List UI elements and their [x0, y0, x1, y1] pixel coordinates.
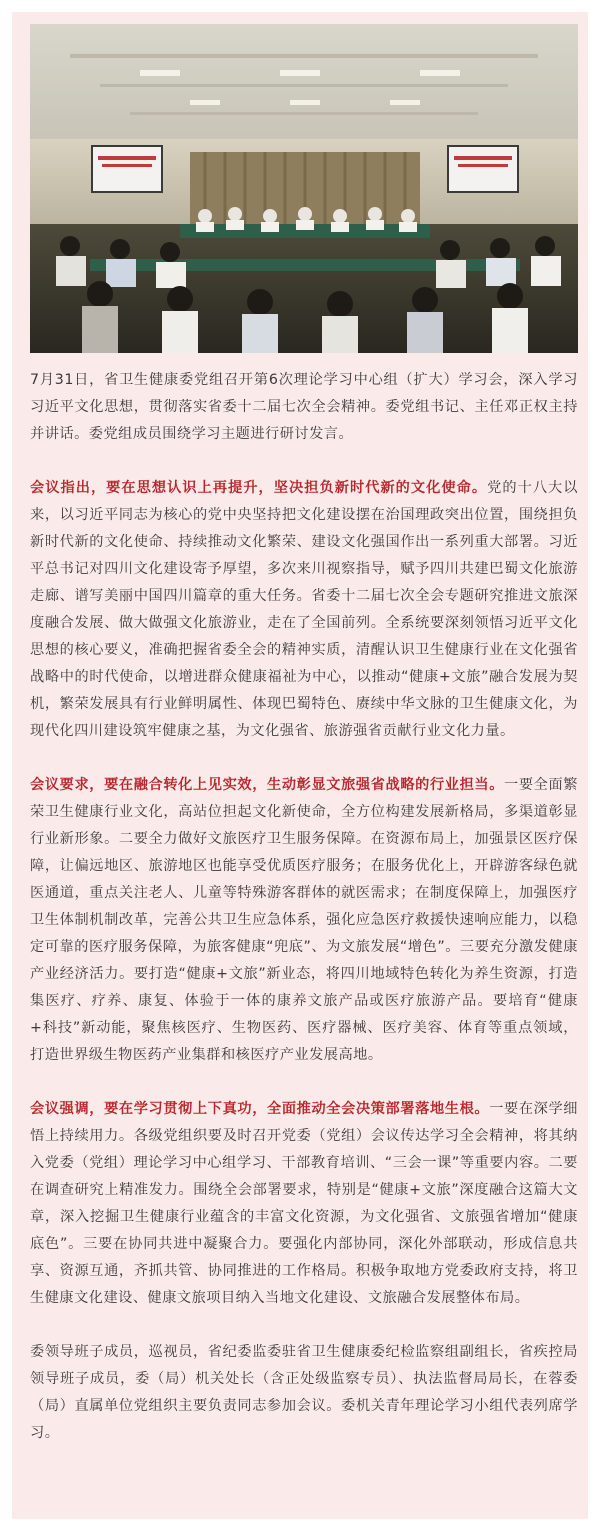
article-body: [30, 367, 578, 1447]
paragraph-lead: 会议指出，要在思想认识上再提升，坚决担负新时代新的文化使命。: [30, 480, 488, 496]
paragraph-point-3: [30, 1096, 578, 1312]
paragraph-text: 委领导班子成员，巡视员，省纪委监委驻省卫生健康委纪检监察组副组长，省疾控局领导班子成员，委（局）机关处长（含正处级监察专员）、执法监督局局长，在蓉委（局）直属单位党组织主要负责同志参加会议。委机关青年理论学习小组代表列席学习。: [30, 1344, 578, 1441]
paragraph-intro: [30, 367, 578, 448]
paragraph-point-2: [30, 772, 578, 1069]
paragraph-point-1: [30, 475, 578, 745]
paragraph-text: 一要在深学细悟上持续用力。各级党组织要及时召开党委（党组）会议传达学习全会精神，将其纳入党委（党组）理论学习中心组学习、干部教育培训、“三会一课”等重要内容。二要在调查研究上精准发力。围绕全会部署要求，特别是“健康+文旅”深度融合这篇大文章，深入挖掘卫生健康行业蕴含的丰富文化资源，为文化强省、文旅强省增加“健康底色”。三要在协同共进中凝聚合力。要强化内部协同，深化外部联动，形成信息共享、资源互通，齐抓共管、协同推进的工作格局。积极争取地方党委政府支持，将卫生健康文化建设、健康文旅项目纳入当地文化建设、文旅融合发展整体布局。: [30, 1101, 578, 1306]
paragraph-lead: 会议强调，要在学习贯彻上下真功，全面推动全会决策部署落地生根。: [30, 1101, 490, 1117]
paragraph-lead: 会议要求，要在融合转化上见实效，生动彰显文旅强省战略的行业担当。: [30, 777, 505, 793]
paragraph-attendees: [30, 1339, 578, 1447]
paragraph-text: 党的十八大以来，以习近平同志为核心的党中央坚持把文化建设摆在治国理政突出位置，围绕担负新时代新的文化使命、持续推动文化繁荣、建设文化强国作出一系列重大部署。习近平总书记对四川文化建设寄予厚望，多次来川视察指导，赋予四川共建巴蜀文化旅游走廊、谱写美丽中国四川篇章的重大任务。省委十二届七次全会专题研究推进文旅深度融合发展、做大做强文化旅游业，走在了全国前列。全系统要深刻领悟习近平文化思想的核心要义，准确把握省委全会的精神实质，清醒认识卫生健康行业在文化强省战略中的时代使命，以增进群众健康福祉为中心，以推动“健康+文旅”融合发展为契机，繁荣发展具有行业鲜明属性、体现巴蜀特色、赓续中华文脉的卫生健康文化，为现代化四川建设筑牢健康之基，为文化强省、旅游强省贡献行业文化力量。: [30, 480, 578, 739]
conference-photo: [30, 24, 578, 353]
paragraph-text: 一要全面繁荣卫生健康行业文化，高站位担起文化新使命，全方位构建发展新格局，多渠道彰显行业新形象。二要全力做好文旅医疗卫生服务保障。在资源布局上，加强景区医疗保障，让偏远地区、旅游地区也能享受优质医疗服务；在服务优化上，开辟游客绿色就医通道，重点关注老人、儿童等特殊游客群体的就医需求；在制度保障上，加强医疗卫生体制机制改革，完善公共卫生应急体系，强化应急医疗救援快速响应能力，以稳定可靠的医疗服务保障，为旅客健康“兜底”、为文旅发展“增色”。三要充分激发健康产业经济活力。要打造“健康+文旅”新业态，将四川地域特色转化为养生资源，打造集医疗、疗养、康复、体验于一体的康养文旅产品或医疗旅游产品。要培育“健康+科技”新动能，聚焦核医疗、生物医药、医疗器械、医疗美容、体育等重点领域，打造世界级生物医药产业集群和核医疗产业发展高地。: [30, 777, 578, 1063]
paragraph-text: 7月31日，省卫生健康委党组召开第6次理论学习中心组（扩大）学习会，深入学习习近平文化思想，贯彻落实省委十二届七次全会精神。委党组书记、主任邓正权主持并讲话。委党组成员围绕学习主题进行研讨发言。: [30, 372, 578, 442]
